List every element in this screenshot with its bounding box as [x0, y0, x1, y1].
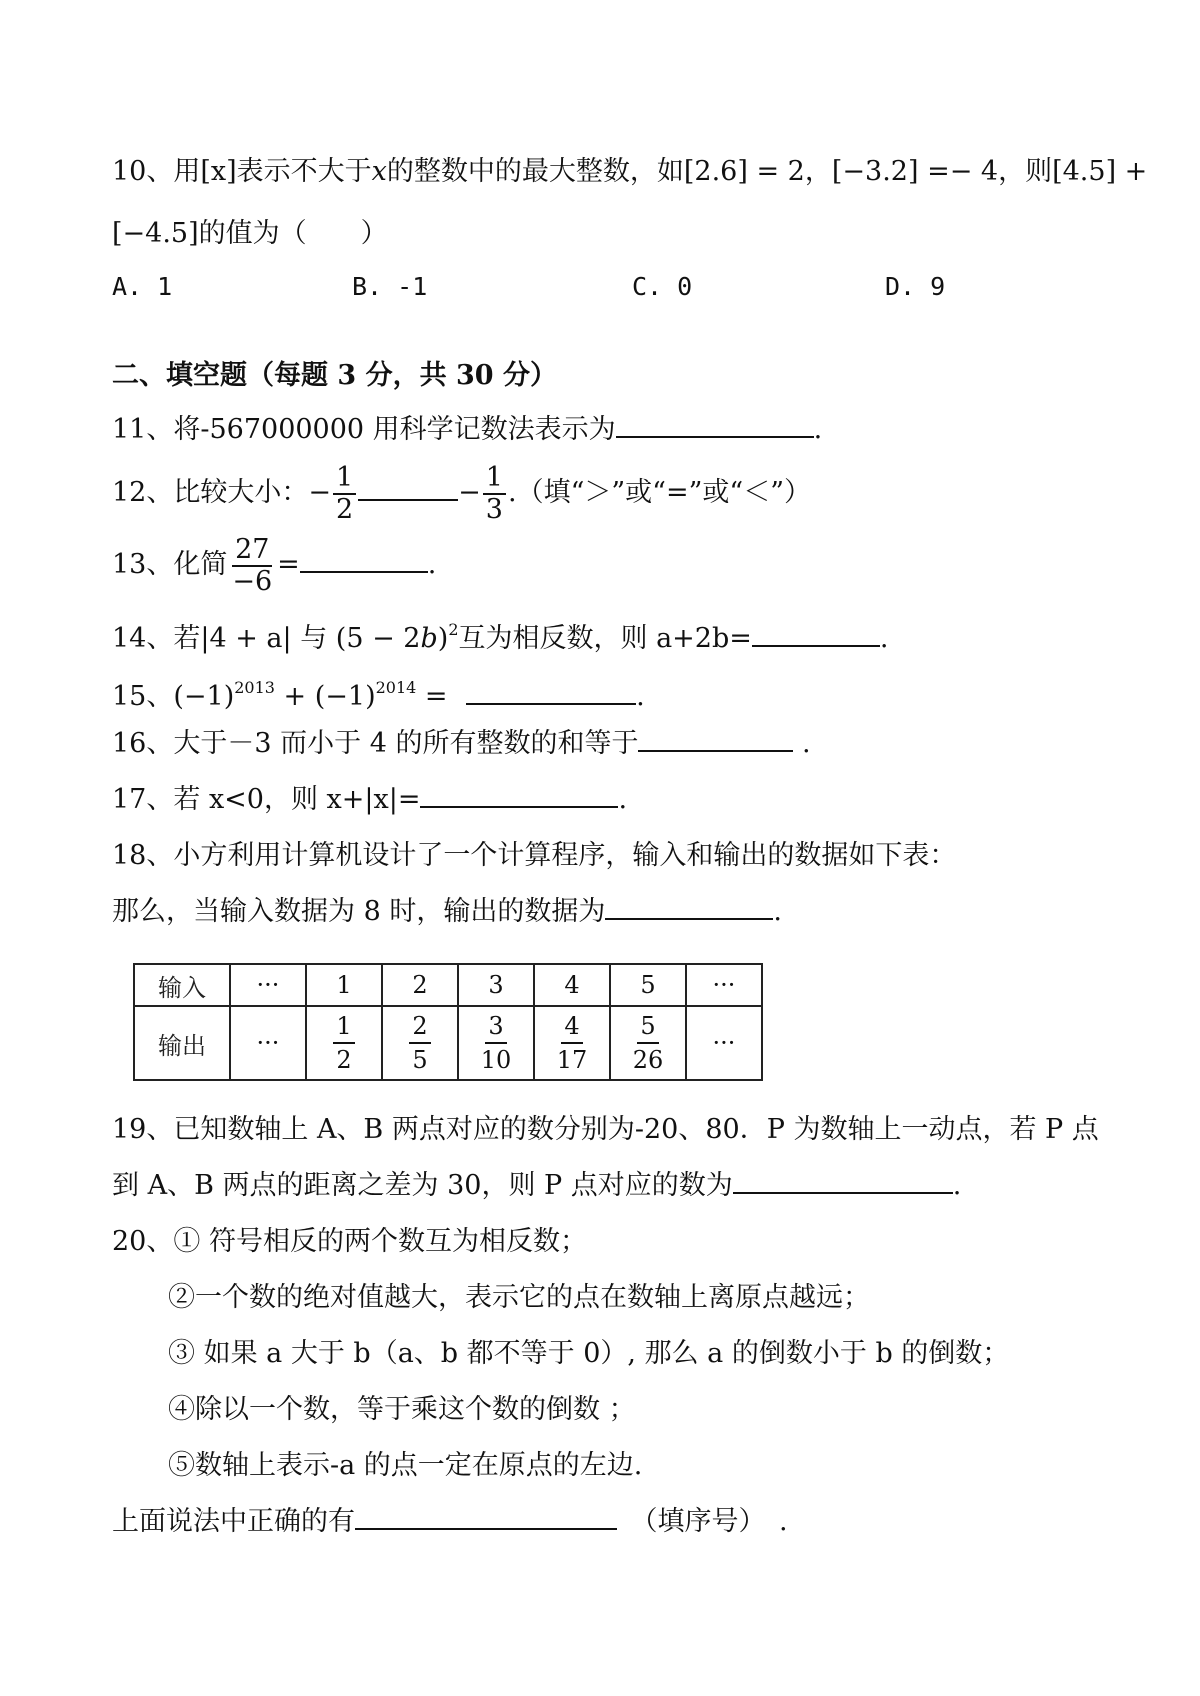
q10-text-c: 的整数中的最大整数，如: [386, 156, 684, 187]
output-cell: [610, 1006, 686, 1080]
q11: [112, 410, 822, 450]
q10-option-d: D. 9: [885, 272, 946, 301]
q20-answer-line: [112, 1502, 788, 1542]
output-cell: [306, 1006, 382, 1080]
q16-text: 16、大于－3 而小于 4 的所有整数的和等于: [112, 728, 639, 759]
q20-item-1: 20、① 符号相反的两个数互为相反数；: [112, 1226, 587, 1257]
q10-sep: ，: [804, 156, 832, 187]
q14-prefix: 14、若|4 + a| 与: [112, 623, 336, 654]
q13-fraction: [229, 535, 275, 597]
io-table-input-row: [134, 964, 762, 1006]
q12-f1-num: 1: [333, 463, 356, 495]
q11-end: .: [813, 414, 823, 445]
q20-item-5: ⑤数轴上表示-a 的点一定在原点的左边.: [168, 1450, 643, 1481]
output-den: 2: [336, 1046, 352, 1074]
output-fraction: [478, 1010, 515, 1076]
q14-end: .: [879, 623, 889, 654]
input-cell: 3: [458, 964, 534, 1006]
output-den: 10: [480, 1046, 512, 1074]
input-ellipsis-right: ···: [686, 964, 762, 1006]
section-2-title: 二、填空题（每题 3 分，共 30 分）: [112, 360, 557, 391]
q16-end: .: [793, 728, 811, 759]
q10-line-1: [112, 152, 1147, 192]
q14-b: b: [420, 623, 438, 654]
q14-expr-end: ): [437, 623, 449, 654]
output-fraction: [630, 1010, 667, 1076]
output-cell: [534, 1006, 610, 1080]
q15-exp-1: 2013: [234, 678, 275, 697]
q12-suffix: .（填“＞”或“=”或“＜”）: [507, 477, 812, 508]
input-cell: 4: [534, 964, 610, 1006]
q16: [112, 724, 811, 764]
q13: [112, 532, 436, 598]
q13-answer-blank[interactable]: [300, 545, 428, 573]
output-label: 输出: [134, 1006, 230, 1080]
q10-text-b: 表示不大于: [236, 156, 372, 187]
q15-eq: =: [416, 681, 457, 712]
input-cell: 1: [306, 964, 382, 1006]
q12: [112, 460, 811, 526]
q15-base-1: (−1): [173, 681, 235, 712]
q13-prefix: 13、化简: [112, 549, 228, 580]
q15-prefix: 15、: [112, 681, 174, 712]
q19-line-1: 19、已知数轴上 A、B 两点对应的数分别为-20、80．P 为数轴上一动点，若 P 点: [112, 1114, 1099, 1145]
q15-exp-2: 2014: [375, 678, 417, 697]
q15-base-2: (−1): [314, 681, 376, 712]
q10-option-b: B. -1: [352, 272, 428, 301]
input-cell: 5: [610, 964, 686, 1006]
output-num: 5: [637, 1010, 658, 1044]
q12-minus-2: −: [458, 477, 481, 508]
q11-text: 11、将-567000000 用科学记数法表示为: [112, 414, 616, 445]
output-ellipsis-right: ···: [686, 1006, 762, 1080]
q10-text-e: 的值为（ ）: [198, 218, 388, 249]
q13-end: .: [427, 549, 437, 580]
output-fraction: [409, 1010, 430, 1076]
q13-eq: =: [277, 549, 300, 580]
io-table: [133, 963, 763, 1081]
q18-end: .: [773, 896, 782, 927]
output-ellipsis-left: ···: [230, 1006, 306, 1080]
q20-item-4: ④除以一个数，等于乘这个数的倒数 ；: [168, 1394, 636, 1425]
q14-exp: 2: [448, 620, 459, 639]
input-cell: 2: [382, 964, 458, 1006]
q20-answer-prefix: 上面说法中正确的有: [112, 1506, 355, 1537]
q15-plus: +: [274, 681, 315, 712]
output-den: 17: [556, 1046, 588, 1074]
q10-expr-1: [4.5] +: [1052, 156, 1148, 187]
q17: [112, 780, 627, 820]
q17-text: 17、若 x<0，则 x+|x|=: [112, 784, 421, 815]
q12-f1-den: 2: [335, 493, 354, 525]
q18-text: 那么，当输入数据为 8 时，输出的数据为: [112, 896, 606, 927]
q15-end: .: [636, 681, 645, 712]
q20-answer-blank[interactable]: [355, 1502, 617, 1530]
q12-fraction-2: [483, 463, 506, 525]
q18-answer-blank[interactable]: [605, 892, 773, 920]
q10-example-2: [−3.2] =− 4: [831, 156, 999, 187]
q12-f2-den: 3: [485, 493, 503, 525]
input-ellipsis-left: ···: [230, 964, 306, 1006]
q12-answer-blank[interactable]: [358, 473, 458, 501]
q10-text-a: 10、用: [112, 156, 201, 187]
q15: [112, 668, 645, 717]
q11-answer-blank[interactable]: [616, 410, 814, 438]
q12-prefix: 12、比较大小：: [112, 477, 309, 508]
q10-line-2: [112, 214, 388, 254]
q19-text: 到 A、B 两点的距离之差为 30，则 P 点对应的数为: [112, 1170, 733, 1201]
q17-answer-blank[interactable]: [420, 780, 618, 808]
q20-answer-suffix: （填序号） .: [617, 1506, 788, 1537]
q13-num: 27: [232, 535, 272, 567]
q10-option-a: A. 1: [112, 272, 173, 301]
q12-fraction-1: [333, 463, 356, 525]
q10-option-c: C. 0: [632, 272, 693, 301]
input-label: 输入: [134, 964, 230, 1006]
q12-f2-num: 1: [483, 463, 506, 495]
q19-answer-blank[interactable]: [733, 1166, 953, 1194]
q18-line-2: [112, 892, 782, 932]
q10-text-d: ，则: [998, 156, 1053, 187]
q19-end: .: [952, 1170, 962, 1201]
q19-line-2: [112, 1166, 961, 1206]
q10-example-1: [2.6] = 2: [683, 156, 805, 187]
output-den: 5: [412, 1046, 428, 1074]
q14-mid: 互为相反数，则 a+2b=: [458, 623, 752, 654]
output-fraction: [333, 1010, 354, 1076]
q10-x-bracket: [x]: [200, 156, 237, 187]
q13-den: −6: [232, 565, 273, 597]
output-num: 2: [409, 1010, 430, 1044]
q14-answer-blank[interactable]: [752, 619, 880, 647]
output-num: 4: [561, 1010, 582, 1044]
output-fraction: [554, 1010, 591, 1076]
output-cell: [458, 1006, 534, 1080]
output-num: 3: [485, 1010, 506, 1044]
q14-expr: (5 − 2: [335, 623, 421, 654]
q20-item-3: ③ 如果 a 大于 b（a、b 都不等于 0）, 那么 a 的倒数小于 b 的倒数；: [168, 1338, 1010, 1369]
q16-answer-blank[interactable]: [638, 724, 793, 752]
q10-expr-2: [−4.5]: [112, 218, 199, 249]
q17-end: .: [618, 784, 628, 815]
io-table-output-row: [134, 1006, 762, 1080]
q15-answer-blank[interactable]: [466, 677, 636, 705]
output-num: 1: [333, 1010, 354, 1044]
q18-line-1: 18、小方利用计算机设计了一个计算程序，输入和输出的数据如下表：: [112, 840, 957, 871]
output-den: 26: [632, 1046, 664, 1074]
q20-item-2: ②一个数的绝对值越大，表示它的点在数轴上离原点越远；: [168, 1282, 870, 1313]
q10-x-var: x: [371, 156, 387, 187]
output-cell: [382, 1006, 458, 1080]
q12-minus-1: −: [308, 477, 331, 508]
q14: [112, 610, 888, 659]
